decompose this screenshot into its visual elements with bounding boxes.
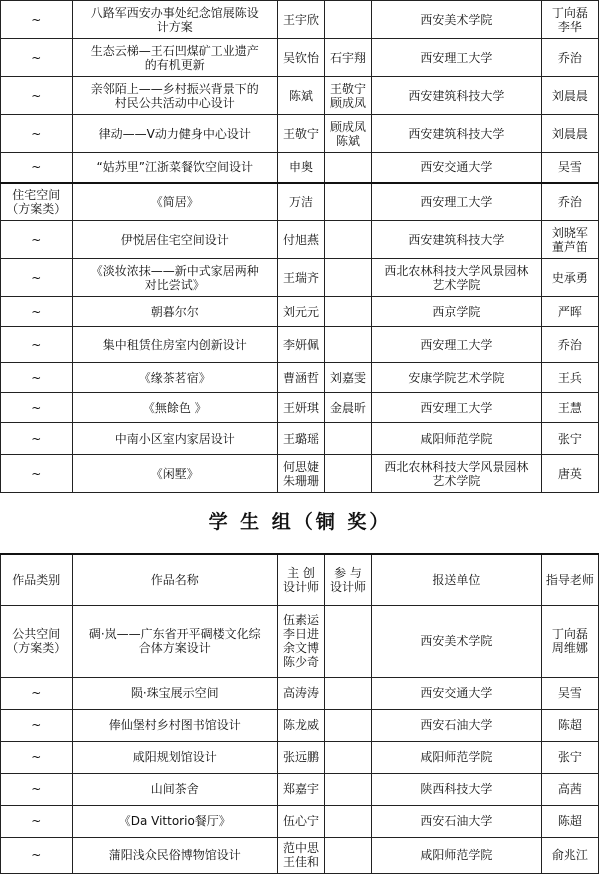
teacher-cell: 刘晓军 董芦笛 bbox=[541, 221, 598, 259]
table-row bbox=[1, 77, 599, 115]
category-cell: 住宅空间 （方案类） bbox=[1, 183, 73, 221]
unit-cell: 西安建筑科技大学 bbox=[372, 77, 542, 115]
unit-cell: 西安交通大学 bbox=[372, 677, 542, 709]
category-cell: ~ bbox=[1, 259, 73, 297]
teacher-cell: 王兵 bbox=[541, 363, 598, 393]
work-name-cell: 蒲阳浅众民俗博物馆设计 bbox=[72, 837, 277, 873]
table-row bbox=[1, 39, 599, 77]
designer-cell: 陈龙威 bbox=[278, 709, 325, 741]
work-name-cell: 集中租赁住房室内创新设计 bbox=[72, 327, 277, 363]
category-cell: ~ bbox=[1, 363, 73, 393]
unit-cell: 西安美术学院 bbox=[372, 605, 542, 677]
unit-cell: 西安美术学院 bbox=[372, 1, 542, 39]
teacher-cell: 刘晨晨 bbox=[541, 77, 598, 115]
designer-cell: 何思婕 朱珊珊 bbox=[278, 455, 325, 493]
table-row bbox=[1, 773, 599, 805]
designer-cell: 伍心宁 bbox=[278, 805, 325, 837]
table-row bbox=[1, 455, 599, 493]
header-category: 作品类别 bbox=[1, 554, 73, 605]
designer-cell: 王妍琪 bbox=[278, 393, 325, 423]
unit-cell: 西安理工大学 bbox=[372, 183, 542, 221]
participant-cell bbox=[325, 221, 372, 259]
table-row bbox=[1, 1, 599, 39]
participant-cell: 石宇翔 bbox=[325, 39, 372, 77]
table-row bbox=[1, 423, 599, 455]
table-row bbox=[1, 363, 599, 393]
category-cell: ~ bbox=[1, 327, 73, 363]
participant-cell bbox=[325, 1, 372, 39]
teacher-cell: 丁向磊 周维娜 bbox=[541, 605, 598, 677]
category-cell: ~ bbox=[1, 709, 73, 741]
participant-cell bbox=[325, 455, 372, 493]
unit-cell: 西安理工大学 bbox=[372, 327, 542, 363]
teacher-cell: 俞兆江 bbox=[541, 837, 598, 873]
work-name-cell: 碉·岚——广东省开平碉楼文化综 合体方案设计 bbox=[72, 605, 277, 677]
participant-cell bbox=[325, 837, 372, 873]
category-cell: ~ bbox=[1, 805, 73, 837]
category-cell: ~ bbox=[1, 393, 73, 423]
participant-cell bbox=[325, 327, 372, 363]
participant-cell: 顾成凤 陈斌 bbox=[325, 115, 372, 153]
table-row bbox=[1, 709, 599, 741]
category-cell: ~ bbox=[1, 39, 73, 77]
designer-cell: 李妍佩 bbox=[278, 327, 325, 363]
category-cell: ~ bbox=[1, 837, 73, 873]
header-unit: 报送单位 bbox=[372, 554, 542, 605]
table-row bbox=[1, 297, 599, 327]
designer-cell: 万洁 bbox=[278, 183, 325, 221]
teacher-cell: 乔治 bbox=[541, 39, 598, 77]
table-row bbox=[1, 393, 599, 423]
unit-cell: 西安建筑科技大学 bbox=[372, 115, 542, 153]
teacher-cell: 陈超 bbox=[541, 805, 598, 837]
category-cell: ~ bbox=[1, 221, 73, 259]
category-cell: ~ bbox=[1, 741, 73, 773]
table-row bbox=[1, 677, 599, 709]
table-row bbox=[1, 115, 599, 153]
designer-cell: 王瑞齐 bbox=[278, 259, 325, 297]
unit-cell: 西安石油大学 bbox=[372, 709, 542, 741]
work-name-cell: 律动——V动力健身中心设计 bbox=[72, 115, 277, 153]
participant-cell: 刘嘉雯 bbox=[325, 363, 372, 393]
category-cell: ~ bbox=[1, 455, 73, 493]
header-participant: 参 与 设计师 bbox=[325, 554, 372, 605]
participant-cell bbox=[325, 709, 372, 741]
table-row bbox=[1, 837, 599, 873]
teacher-cell: 唐英 bbox=[541, 455, 598, 493]
work-name-cell: 《淡妆浓抹——新中式家居两种 对比尝试》 bbox=[72, 259, 277, 297]
teacher-cell: 张宁 bbox=[541, 741, 598, 773]
unit-cell: 西北农林科技大学风景园林 艺术学院 bbox=[372, 455, 542, 493]
work-name-cell: 伊悦居住宅空间设计 bbox=[72, 221, 277, 259]
unit-cell: 陕西科技大学 bbox=[372, 773, 542, 805]
category-cell: ~ bbox=[1, 773, 73, 805]
unit-cell: 咸阳师范学院 bbox=[372, 741, 542, 773]
header-work-name: 作品名称 bbox=[72, 554, 277, 605]
category-cell: ~ bbox=[1, 77, 73, 115]
teacher-cell: 陈超 bbox=[541, 709, 598, 741]
work-name-cell: 山间茶舍 bbox=[72, 773, 277, 805]
unit-cell: 安康学院艺术学院 bbox=[372, 363, 542, 393]
work-name-cell: 生态云梯—王石凹煤矿工业遗产 的有机更新 bbox=[72, 39, 277, 77]
designer-cell: 曹涵哲 bbox=[278, 363, 325, 393]
table-row bbox=[1, 327, 599, 363]
teacher-cell: 吴雪 bbox=[541, 677, 598, 709]
category-cell: 公共空间 （方案类） bbox=[1, 605, 73, 677]
table-header-row bbox=[1, 554, 599, 605]
participant-cell bbox=[325, 183, 372, 221]
designer-cell: 张远鹏 bbox=[278, 741, 325, 773]
teacher-cell: 史承勇 bbox=[541, 259, 598, 297]
designer-cell: 陈斌 bbox=[278, 77, 325, 115]
participant-cell bbox=[325, 259, 372, 297]
table-row bbox=[1, 259, 599, 297]
work-name-cell: 《简居》 bbox=[72, 183, 277, 221]
teacher-cell: 严晖 bbox=[541, 297, 598, 327]
designer-cell: 郑嘉宇 bbox=[278, 773, 325, 805]
participant-cell bbox=[325, 805, 372, 837]
table-row bbox=[1, 183, 599, 221]
designer-cell: 付旭燕 bbox=[278, 221, 325, 259]
teacher-cell: 乔治 bbox=[541, 327, 598, 363]
designer-cell: 刘元元 bbox=[278, 297, 325, 327]
table-row bbox=[1, 741, 599, 773]
unit-cell: 西安理工大学 bbox=[372, 39, 542, 77]
table-row bbox=[1, 805, 599, 837]
work-name-cell: 《Da Vittorio餐厅》 bbox=[72, 805, 277, 837]
work-name-cell: 《闲墅》 bbox=[72, 455, 277, 493]
category-cell: ~ bbox=[1, 1, 73, 39]
designer-cell: 吴钦怡 bbox=[278, 39, 325, 77]
category-cell: ~ bbox=[1, 423, 73, 455]
teacher-cell: 张宁 bbox=[541, 423, 598, 455]
work-name-cell: 《無餘色 》 bbox=[72, 393, 277, 423]
table-row bbox=[1, 153, 599, 183]
designer-cell: 范中思 王佳和 bbox=[278, 837, 325, 873]
unit-cell: 西京学院 bbox=[372, 297, 542, 327]
work-name-cell: 亲邻陌上——乡村振兴背景下的 村民公共活动中心设计 bbox=[72, 77, 277, 115]
unit-cell: 西北农林科技大学风景园林 艺术学院 bbox=[372, 259, 542, 297]
category-cell: ~ bbox=[1, 297, 73, 327]
teacher-cell: 刘晨晨 bbox=[541, 115, 598, 153]
unit-cell: 西安理工大学 bbox=[372, 393, 542, 423]
header-teacher: 指导老师 bbox=[541, 554, 598, 605]
unit-cell: 西安交通大学 bbox=[372, 153, 542, 183]
designer-cell: 伍素运 李日进 余文博 陈少奇 bbox=[278, 605, 325, 677]
designer-cell: 王宇欣 bbox=[278, 1, 325, 39]
work-name-cell: 《缘茶茗宿》 bbox=[72, 363, 277, 393]
designer-cell: 王璐瑶 bbox=[278, 423, 325, 455]
teacher-cell: 丁向磊 李华 bbox=[541, 1, 598, 39]
participant-cell bbox=[325, 605, 372, 677]
table-row bbox=[1, 221, 599, 259]
participant-cell bbox=[325, 677, 372, 709]
designer-cell: 王敬宁 bbox=[278, 115, 325, 153]
unit-cell: 咸阳师范学院 bbox=[372, 837, 542, 873]
teacher-cell: 乔治 bbox=[541, 183, 598, 221]
bronze-award-table bbox=[0, 553, 599, 874]
work-name-cell: 陨·珠宝展示空间 bbox=[72, 677, 277, 709]
participant-cell bbox=[325, 153, 372, 183]
category-cell: ~ bbox=[1, 115, 73, 153]
unit-cell: 西安石油大学 bbox=[372, 805, 542, 837]
participant-cell: 金晨昕 bbox=[325, 393, 372, 423]
teacher-cell: 王慧 bbox=[541, 393, 598, 423]
category-cell: ~ bbox=[1, 677, 73, 709]
work-name-cell: 中南小区室内家居设计 bbox=[72, 423, 277, 455]
participant-cell bbox=[325, 423, 372, 455]
work-name-cell: “姑苏里”江浙菜餐饮空间设计 bbox=[72, 153, 277, 183]
unit-cell: 西安建筑科技大学 bbox=[372, 221, 542, 259]
work-name-cell: 八路军西安办事处纪念馆展陈设 计方案 bbox=[72, 1, 277, 39]
table-row bbox=[1, 605, 599, 677]
teacher-cell: 吴雪 bbox=[541, 153, 598, 183]
participant-cell bbox=[325, 741, 372, 773]
work-name-cell: 朝暮尔尔 bbox=[72, 297, 277, 327]
section-title: 学 生 组（铜 奖） bbox=[208, 511, 392, 533]
participant-cell bbox=[325, 297, 372, 327]
designer-cell: 高涛涛 bbox=[278, 677, 325, 709]
participant-cell: 王敬宁 顾成凤 bbox=[325, 77, 372, 115]
designer-cell: 申奥 bbox=[278, 153, 325, 183]
work-name-cell: 咸阳规划馆设计 bbox=[72, 741, 277, 773]
header-designer: 主 创 设计师 bbox=[278, 554, 325, 605]
work-name-cell: 俸仙堡村乡村图书馆设计 bbox=[72, 709, 277, 741]
category-cell: ~ bbox=[1, 153, 73, 183]
unit-cell: 咸阳师范学院 bbox=[372, 423, 542, 455]
teacher-cell: 高茜 bbox=[541, 773, 598, 805]
participant-cell bbox=[325, 773, 372, 805]
